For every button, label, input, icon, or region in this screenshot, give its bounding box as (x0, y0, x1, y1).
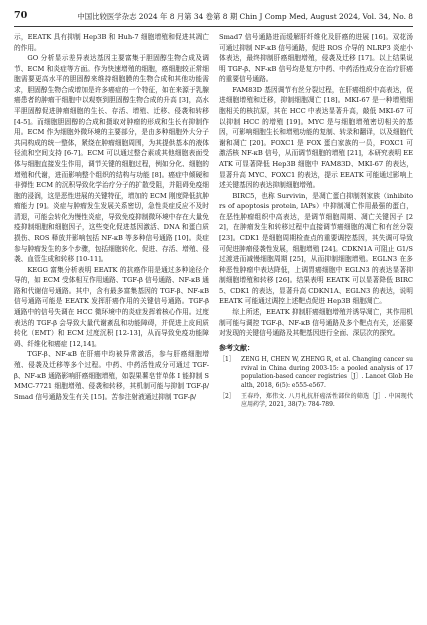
right-column (219, 32, 413, 619)
journal-running-head: 中国比较医学杂志 2024 年 8 月第 34 卷第 8 期 Chin J Comp Med, August 2024, Vol. 34, No. 8 (77, 12, 413, 21)
body-paragraph: GO 分析显示差异表达基因主要富集于胆固醇生物合成及调节、ECM 和炎症等方面。作为快速增殖的细胞，癌细胞较正常细胞需要更高水平的胆固醇来维持细胞膜的生物合成和其他功能需求，胆固醇生物合成增加是许多癌症的一个特征，如在来源于乳腺癌患者的肿瘤干细胞中以观察到胆固醇生物合成的升高 [3]，高水平胆固醇促进肿瘤细胞的生长、存活、增殖、迁移、侵袭和转移 [4-5]。而细胞胆固醇的合成和摄取对肿瘤的形成和生长有抑制作用。ECM 作为细胞外微环境的主要部分，是由多种细胞外大分子共同构成的统一整体，紧绕在肿瘤细胞周围，为其提供基本的液体径流和空间支持 [6-7]。ECM 可以通过整合素或其他细胞表面受体与细胞直接发生作用，调节关键的细胞过程，例如分化、细胞的增殖和代谢，进而影响整个组织的结构与功能 [8]。癌症中倾硬和非弹性 ECM 的沉积导致化学治疗分子的扩散受阻，并阻碍免疫细胞的浸润，这是恶性进展的关键特征，增加的 ECM 刚度降低抗肿瘤能力 [9]。炎症与肿瘤发生发展关系密切，急性炎症反应不及时清退，可能会转化为慢性炎症，导致免疫抑制微环境中存在大量免疫抑制细胞和细胞因子，这些变化促进基因激活、DNA 和蛋白质损伤、ROS 释放并影响包括 NF-κB 等多种信号通路 [10]。炎症参与肿瘤发生的多个步骤，包括细胞转化、促进、存活、增殖、侵袭、血管生成和转移 [10-11]。 (14, 54, 209, 264)
reference-text: 王春玲，郑伟文. 八月札抗肝癌活性部位的筛选［J］. 中国现代应用药学, 2021, 38(7): 784-789. (241, 392, 413, 409)
body-paragraph: TGF-β、NF-κB 在肝癌中均被异常激活，参与肝癌细胞增殖、侵袭及迁移等多个过程。中药、中药活性成分可通过 TGF-β、NF-κB 通路影响肝癌细胞增殖，如裂果薯皂苷单体 I 能抑制 SMMC-7721 细胞增殖、侵袭和转移，其机制可能与抑制 TGF-β/Smad 信号通路发生有关 [15]。苦参注射液通过抑制 TGF-β/ (14, 350, 209, 401)
header-rule (14, 26, 413, 27)
page-header (14, 10, 413, 24)
reference-item (219, 393, 413, 410)
body-paragraph: Smad7 信号通路进而缓解肝纤维化及肝癌的进展 [16]。双花汤可通过抑制 NF-κB 信号通路，促进 ROS 介导的 NLRP3 炎症小体表达，最终抑制肝癌细胞增殖，侵袭及迁移 [17]。以上结果说明 TGF-β、NF-κB 信号均是复方中药、中药活性成分在治疗肝癌的重要信号通路。 (219, 33, 413, 84)
left-column (14, 32, 209, 619)
reference-item (219, 356, 413, 391)
body-paragraph: 综上所述，EEATK 抑制肝癌细胞增殖并诱导凋亡，其作用机制可能与调控 TGF-β、NF-κB 信号通路及多个靶点有关，还需要对发现的关键信号通路及其靶基因进行全面、深层次的探究。 (219, 308, 413, 338)
references-heading: 参考文献： (219, 343, 254, 352)
body-paragraph: FAM83D 基因调节有丝分裂过程，在肝癌组织中高表达，促进细胞增殖和迁移，抑制细胞凋亡 [18]。MKI-67 是一种增殖细胞相关的核抗原，其在 HCC 中表达显著升高，敲低 MKI-67 可以抑制 HCC 的增殖 [19]。MYC 是与细胞增殖密切相关的基因，可影响细胞生长和增殖功能的复制、转录和翻译，以及细胞代谢和凋亡 [20]。FOXC1 是 FOX 蛋白家族的一员，FOXC1 可激活核 NF-κB 信号，从而调节细胞的增殖 [21]，本研究表明 EEATK 可显著降低 Hep3B 细胞中 FAM83D、MKI-67 的表达，显著升高 MYC、FOXC1 的表达，提示 EEATK 可能通过影响上述关键基因的表达抑制细胞增殖。 (219, 85, 413, 190)
page-number: 70 (14, 10, 28, 21)
reference-number: ［1］ (219, 355, 235, 363)
reference-text: ZENG H, CHEN W, ZHENG R, et al. Changing cancer survival in China during 2003-15: a pooled analysis of 17 population-based cancer registries［J］. Lancet Glob Health, 2018, 6(5): e555-e567. (241, 355, 413, 389)
body-paragraph: 示，EEATK 具有抑制 Hep3B 和 Huh-7 细胞增殖和促进其凋亡的作用。 (14, 33, 209, 52)
body-paragraph: KEGG 富集分析表明 EEATK 的抗癌作用是通过多种途径介导的，如 ECM 受体相互作用通路、TGF-β 信号通路、NF-κB 通路和代谢信号通路。其中，含有最多富集基因的 TGF-β、NF-κB 信号通路可能是 EEATK 发挥肝癌作用的关键信号通路。TGF-β 通路中的信号失调在 HCC 微环境中的炎症发挥着核心作用。过度表达的 TGF-β 会导致大量代谢紊乱和功能障碍，并促进上皮间质转化（EMT）和 ECM 过度沉积 [12-13]，从而导致免疫功能障碍、纤维化和癌症 [12,14]。 (14, 265, 209, 348)
body-paragraph: BIRC5，也称 Survivin，是凋亡蛋白抑制剂家族（inhibitors of apoptosis protein, IAPs）中抑制凋亡作用最强的蛋白，在恶性肿瘤组织中高表达，是调节细胞周期、凋亡关键因子 [22]，在肿瘤发生和转移过程中直接调节癌细胞的凋亡和有丝分裂 [23]。CDK1 是细胞周期检查点的重要调控基因，其失调可导致可促进肿瘤侵袭性发展，细胞增殖 [24]。CDKN1A 可阻止 G1/S 过渡进而减慢细胞周期 [25]，从而抑制细胞增殖。EGLN3 在多种恶性肿瘤中表达降低，上调胃癌细胞中 EGLN3 的表达显著抑制细胞增殖和转移 [26]。结果表明 EEATK 可以显著降低 BIRC5、CDK1 的表达，显著升高 CDKN1A、EGLN3 的表达，说明 EEATK 可能通过调控上述靶点促进 Hep3B 细胞凋亡。 (219, 191, 413, 306)
reference-number: ［2］ (219, 392, 235, 400)
